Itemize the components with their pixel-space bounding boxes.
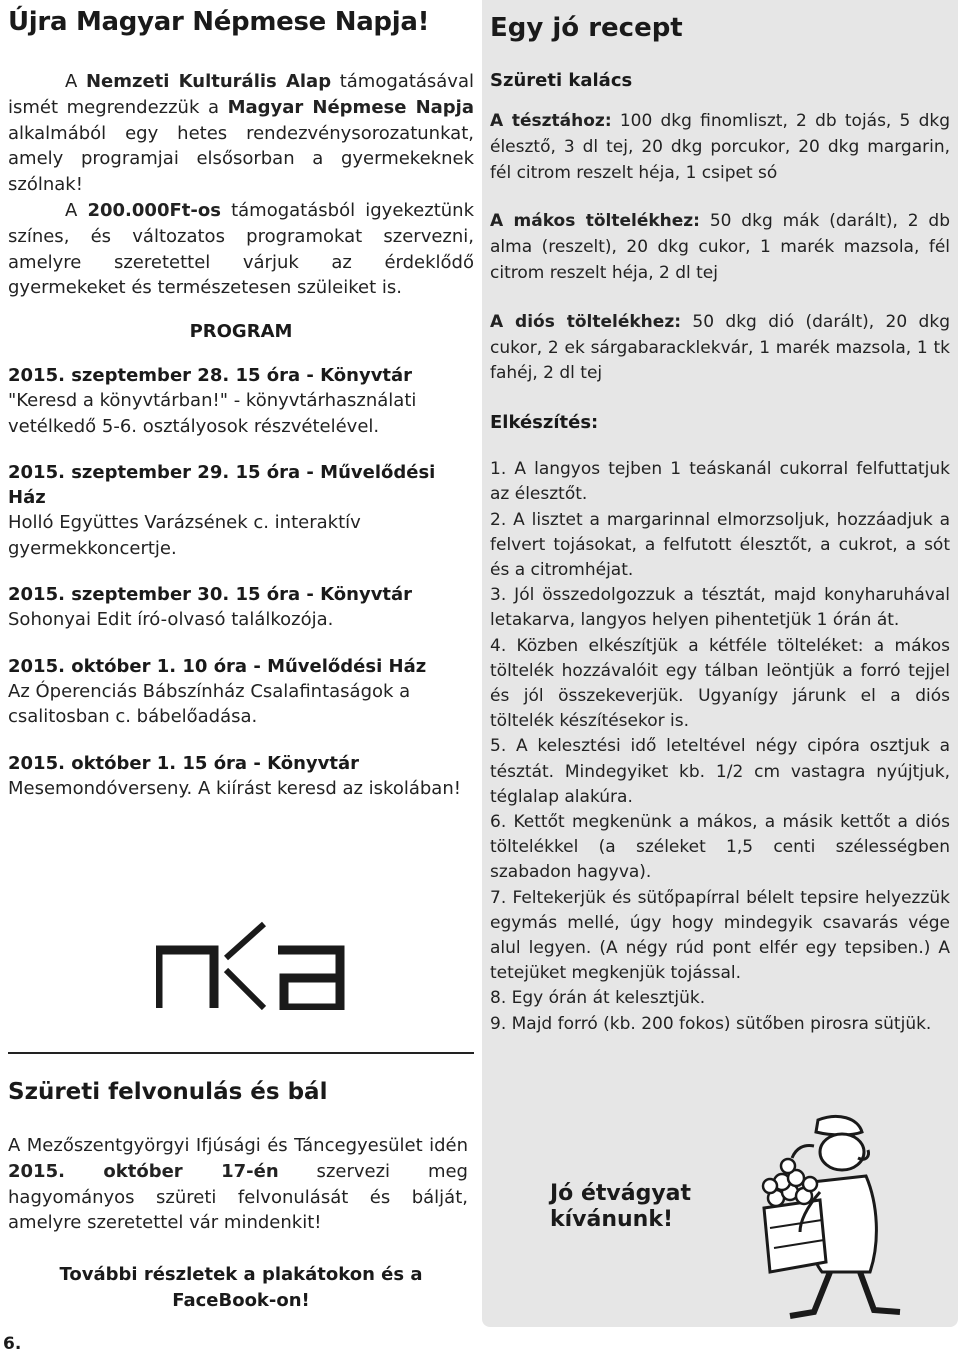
bon-line: Jó étvágyat <box>550 1181 692 1206</box>
event-item <box>8 363 474 439</box>
intro-text: támogatásával ismét megrendezzük a <box>8 71 474 118</box>
szuret-paragraph <box>8 1133 468 1236</box>
event-desc: Az Óperenciás Bábszínház Csalafintaságok a csalitosban c. bábelőadása. <box>8 680 411 728</box>
ingredients-walnut <box>490 310 950 387</box>
recipe-title: Egy jó recept <box>490 13 683 43</box>
bon-line: kívánunk! <box>550 1207 674 1232</box>
article-title: Újra Magyar Népmese Napja! <box>8 7 430 37</box>
steps-list <box>490 457 950 1037</box>
event-head: 2015. szeptember 29. 15 óra - Művelődési Ház <box>8 462 436 509</box>
step-item: 6. Kettőt megkenünk a mákos, a másik kettőt a diós töltelékkel (a széleket 1,5 centi szélességben szabadon hagyva). <box>490 812 950 883</box>
step-item: 2. A lisztet a margarinnal elmorzsoljuk, hozzáadjuk a felvert tojásokat, a felfutott élesztőt, a cukrot, a sót és a citromhéjat. <box>490 509 950 580</box>
event-head: 2015. október 1. 15 óra - Könyvtár <box>8 752 359 774</box>
dish-name: Szüreti kalács <box>490 70 633 91</box>
recipe-box <box>482 0 958 1327</box>
ingredients-dough <box>490 109 950 186</box>
event-head: 2015. október 1. 10 óra - Művelődési Ház <box>8 655 427 677</box>
intro-bold: Nemzeti Kulturális Alap <box>85 71 332 92</box>
event-list <box>8 363 474 801</box>
step-item: 1. A langyos tejben 1 teáskanál cukorral felfuttatjuk az élesztőt. <box>490 459 950 505</box>
event-item <box>8 582 474 633</box>
ingredient-label: A tésztához: <box>490 111 612 131</box>
event-desc: Sohonyai Edit író-olvasó találkozója. <box>8 609 334 631</box>
nka-logo-icon <box>156 918 346 1010</box>
step-item: 5. A kelesztési idő leteltével négy cipóra osztjuk a tésztát. Mindegyiket kb. 1/2 cm vastagra nyújtjuk, téglalap alakúra. <box>490 736 950 807</box>
event-desc: Mesemondóverseny. A kiírást keresd az iskolában! <box>8 777 461 799</box>
page-number: 6. <box>3 1334 22 1354</box>
event-head: 2015. szeptember 30. 15 óra - Könyvtár <box>8 584 413 606</box>
ingredients-poppy <box>490 209 950 286</box>
ingredient-label: A diós töltelékhez: <box>490 311 682 332</box>
support-paragraph <box>8 198 474 301</box>
event-item <box>8 654 474 730</box>
more-info: További részletek a plakátokon és a FaceBook-on! <box>59 1264 423 1311</box>
support-text: támogatásból igyekeztünk színes, és változatos programokat szervezni, amelyre szeretettel várjuk az érdeklődő gyermekeket és természetesen szüleiket is. <box>8 199 474 299</box>
chef-grapes-icon <box>730 1112 926 1326</box>
step-item: 7. Feltekerjük és sütőpapírral bélelt tepsire helyezzük egymás mellé, úgy hogy mindegyik csavarás vége alul legyen. (A négy rúd pont elfér egy tepsiben.) A tetejüket megkenjük tojással. <box>490 887 950 984</box>
intro-bold: Magyar Népmese Napja <box>227 96 474 118</box>
ingredient-text: 50 dkg dió (darált), 20 dkg cukor, 2 ek sárgabaracklekvár, 1 marék mazsola, 1 tk fahéj, 2 dl tej <box>490 311 950 384</box>
event-head: 2015. szeptember 28. 15 óra - Könyvtár <box>8 365 413 387</box>
event-desc: "Keresd a könyvtárban!" - könyvtárhasználati vetélkedő 5-6. osztályosok részvételével. <box>8 390 417 437</box>
left-column <box>8 0 474 1311</box>
program-heading: PROGRAM <box>189 321 293 343</box>
intro-text: A <box>65 71 86 92</box>
method-heading: Elkészítés: <box>490 412 599 434</box>
intro-paragraph <box>8 69 474 198</box>
szuret-body <box>8 1133 468 1236</box>
event-item <box>8 460 474 561</box>
support-bold: 200.000Ft-os <box>87 199 221 221</box>
event-desc: Holló Együttes Varázsének c. interaktív gyermekkoncertje. <box>8 512 361 559</box>
step-item: 9. Majd forró (kb. 200 fokos) sütőben pirosra sütjük. <box>490 1013 932 1034</box>
ingredient-label: A mákos töltelékhez: <box>490 211 700 232</box>
step-item: 3. Jól összedolgozzuk a tésztát, majd konyharuhával letakarva, langyos helyen pihentetjük 1 órán át. <box>490 585 950 631</box>
intro-text: alkalmából egy hetes rendezvénysorozatunkat, amely programjai elsősorban a gyermekeknek szólnak! <box>8 122 474 196</box>
step-item: 4. Közben elkészítjük a kétféle tölteléket: a mákos töltelék hozzávalóit egy tálban leöntjük a forró tejjel és jól összekeverjük. Ugyanígy járunk el a diós töltelék készítésekor is. <box>490 635 950 732</box>
bon-appetit <box>550 1181 691 1233</box>
ingredient-text: 50 dkg mák (darált), 2 db alma (reszelt), 20 dkg cukor, 1 marék mazsola, fél citrom reszelt héja, 2 dl tej <box>490 211 950 283</box>
step-item: 8. Egy órán át kelesztjük. <box>490 988 706 1009</box>
section-divider <box>8 1052 474 1054</box>
szuret-title: Szüreti felvonulás és bál <box>8 1079 328 1105</box>
szuret-text: szervezi meg hagyományos szüreti felvonulását és bálját, amelyre szeretettel vár mindenkit! <box>8 1160 468 1234</box>
support-text: A <box>65 199 88 221</box>
event-item <box>8 751 474 802</box>
szuret-bold: 2015. október 17-én <box>8 1160 279 1182</box>
ingredient-text: 100 dkg finomliszt, 2 db tojás, 5 dkg élesztő, 3 dl tej, 20 dkg porcukor, 20 dkg margarin, fél citrom reszelt héja, 1 csipet só <box>490 111 950 183</box>
recipe-content <box>490 0 950 1037</box>
szuret-text: A Mezőszentgyörgyi Ifjúsági és Táncegyesület idén <box>8 1135 468 1156</box>
